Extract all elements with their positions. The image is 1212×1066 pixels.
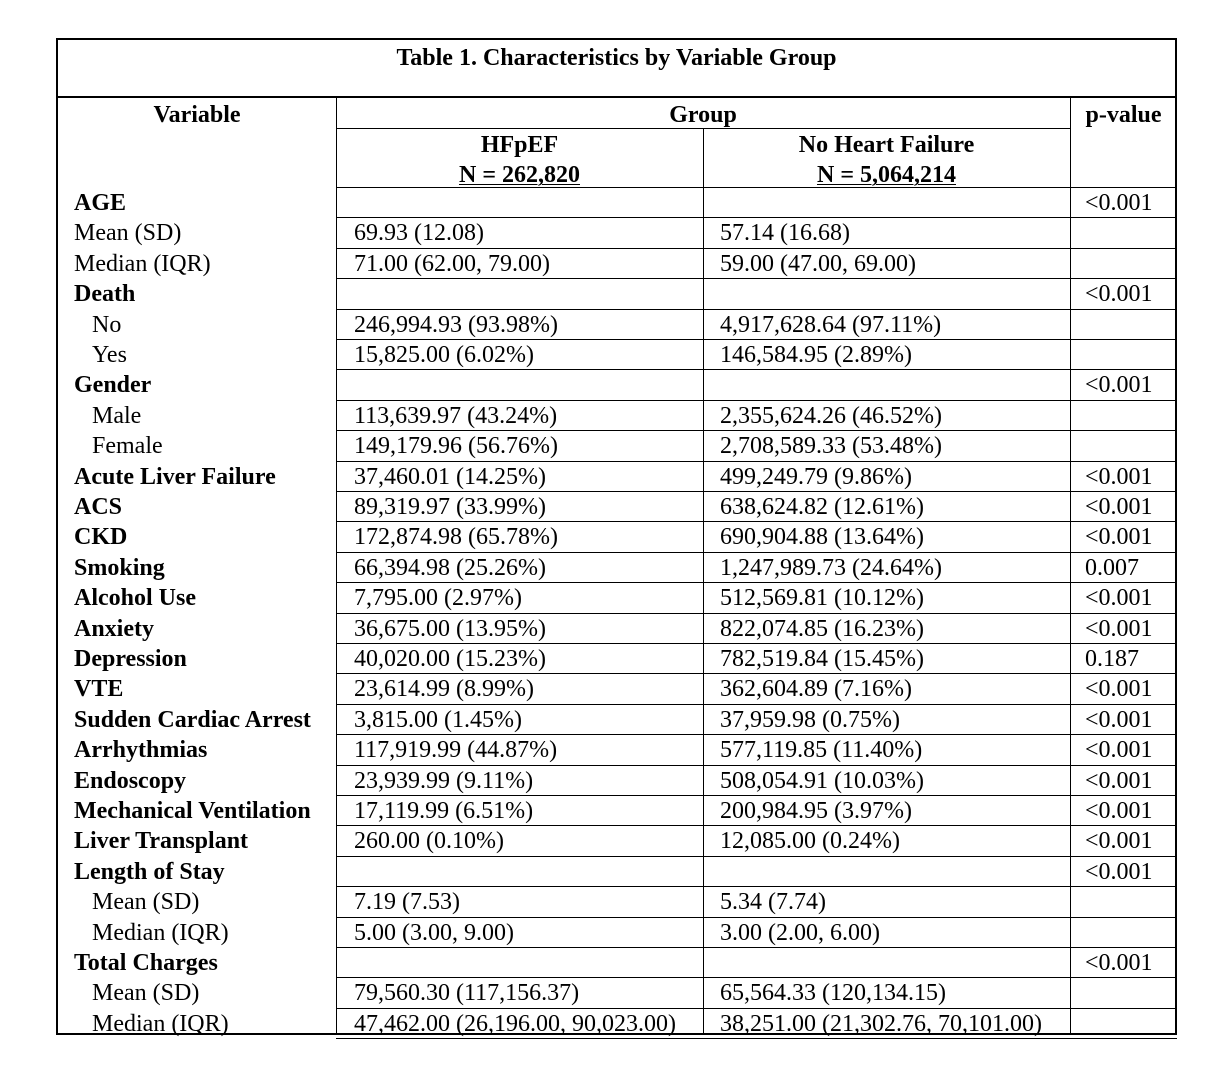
row-label: Length of Stay bbox=[74, 858, 225, 885]
row-label: Acute Liver Failure bbox=[74, 463, 276, 490]
hfpef-value: 113,639.97 (43.24%) bbox=[354, 402, 558, 429]
no-heart-failure-value: 4,917,628.64 (97.11%) bbox=[720, 311, 942, 338]
row-label: Male bbox=[92, 402, 142, 429]
no-heart-failure-value: 508,054.91 (10.03%) bbox=[720, 767, 924, 794]
row-label: CKD bbox=[74, 524, 128, 551]
row-label: Total Charges bbox=[74, 950, 218, 976]
row-label: Arrhythmias bbox=[74, 737, 208, 764]
hfpef-value: 117,919.99 (44.87%) bbox=[354, 737, 558, 764]
hfpef-value: 246,994.93 (93.98%) bbox=[354, 311, 558, 338]
hfpef-value: 89,319.97 (33.99%) bbox=[354, 494, 546, 520]
row-label: Mechanical Ventilation bbox=[74, 798, 311, 824]
hfpef-value: 15,825.00 (6.02%) bbox=[354, 342, 534, 368]
no-heart-failure-value: 5.34 (7.74) bbox=[720, 889, 826, 916]
hfpef-value: 17,119.99 (6.51%) bbox=[354, 798, 534, 824]
p-value: <0.001 bbox=[1085, 372, 1153, 399]
row-label: Median (IQR) bbox=[92, 1010, 229, 1037]
hfpef-value: 36,675.00 (13.95%) bbox=[354, 615, 546, 642]
hfpef-value: 69.93 (12.08) bbox=[354, 220, 484, 247]
row-label: Endoscopy bbox=[74, 767, 187, 794]
no-heart-failure-value: 577,119.85 (11.40%) bbox=[720, 737, 923, 764]
p-value: <0.001 bbox=[1085, 190, 1153, 216]
no-heart-failure-value: 2,708,589.33 (53.48%) bbox=[720, 433, 942, 460]
no-heart-failure-value: 362,604.89 (7.16%) bbox=[720, 676, 912, 703]
p-value: <0.001 bbox=[1085, 585, 1153, 612]
hfpef-value: 5.00 (3.00, 9.00) bbox=[354, 919, 514, 946]
no-heart-failure-value: 1,247,989.73 (24.64%) bbox=[720, 554, 942, 581]
p-value: <0.001 bbox=[1085, 737, 1153, 764]
header-variable: Variable bbox=[153, 102, 241, 128]
header-group: Group bbox=[669, 102, 737, 128]
hfpef-value: 23,614.99 (8.99%) bbox=[354, 676, 534, 703]
no-heart-failure-value: 690,904.88 (13.64%) bbox=[720, 524, 924, 551]
p-value: <0.001 bbox=[1085, 281, 1153, 308]
row-label: Liver Transplant bbox=[74, 828, 249, 855]
no-heart-failure-value: 38,251.00 (21,302.76, 70,101.00) bbox=[720, 1010, 1042, 1037]
p-value: <0.001 bbox=[1085, 676, 1153, 703]
no-heart-failure-value: 37,959.98 (0.75%) bbox=[720, 706, 900, 733]
row-label: Sudden Cardiac Arrest bbox=[74, 706, 311, 733]
p-value: <0.001 bbox=[1085, 494, 1153, 520]
header-hfpef-n: N = 262,820 bbox=[458, 162, 580, 188]
no-heart-failure-value: 512,569.81 (10.12%) bbox=[720, 585, 924, 612]
no-heart-failure-value: 146,584.95 (2.89%) bbox=[720, 342, 912, 368]
row-label: AGE bbox=[74, 190, 127, 216]
row-label: VTE bbox=[74, 676, 124, 703]
column-divider bbox=[703, 128, 704, 1033]
no-heart-failure-value: 3.00 (2.00, 6.00) bbox=[720, 919, 880, 946]
p-value: <0.001 bbox=[1085, 706, 1153, 733]
p-value: 0.187 bbox=[1085, 646, 1139, 672]
header-no-heart-failure-n: N = 5,064,214 bbox=[816, 162, 956, 188]
no-heart-failure-value: 2,355,624.26 (46.52%) bbox=[720, 402, 942, 429]
row-label: Gender bbox=[74, 372, 152, 399]
hfpef-value: 66,394.98 (25.26%) bbox=[354, 554, 546, 581]
hfpef-value: 149,179.96 (56.76%) bbox=[354, 433, 558, 460]
hfpef-value: 3,815.00 (1.45%) bbox=[354, 706, 522, 733]
no-heart-failure-value: 822,074.85 (16.23%) bbox=[720, 615, 924, 642]
p-value: <0.001 bbox=[1085, 950, 1153, 976]
no-heart-failure-value: 12,085.00 (0.24%) bbox=[720, 828, 900, 855]
row-label: Yes bbox=[92, 342, 127, 368]
row-label: Median (IQR) bbox=[74, 250, 211, 277]
p-value: 0.007 bbox=[1085, 554, 1139, 581]
row-label: ACS bbox=[74, 494, 123, 520]
hfpef-value: 260.00 (0.10%) bbox=[354, 828, 504, 855]
hfpef-value: 37,460.01 (14.25%) bbox=[354, 463, 546, 490]
no-heart-failure-value: 200,984.95 (3.97%) bbox=[720, 798, 912, 824]
row-label: Median (IQR) bbox=[92, 919, 229, 946]
row-label: Smoking bbox=[74, 554, 165, 581]
row-label: Mean (SD) bbox=[92, 980, 200, 1007]
no-heart-failure-value: 782,519.84 (15.45%) bbox=[720, 646, 924, 672]
no-heart-failure-value: 57.14 (16.68) bbox=[720, 220, 850, 247]
table-title: Table 1. Characteristics by Variable Group bbox=[396, 45, 837, 71]
no-heart-failure-value: 65,564.33 (120,134.15) bbox=[720, 980, 946, 1007]
table-title-row bbox=[58, 40, 1175, 98]
header-bottom-rule bbox=[336, 187, 1177, 188]
header-pvalue: p-value bbox=[1085, 102, 1162, 128]
row-label: Mean (SD) bbox=[74, 220, 182, 247]
p-value: <0.001 bbox=[1085, 463, 1153, 490]
row-label: Death bbox=[74, 281, 136, 308]
p-value: <0.001 bbox=[1085, 767, 1153, 794]
hfpef-value: 23,939.99 (9.11%) bbox=[354, 767, 534, 794]
column-divider bbox=[1070, 98, 1071, 1033]
row-label: No bbox=[92, 311, 122, 338]
no-heart-failure-value: 638,624.82 (12.61%) bbox=[720, 494, 924, 520]
hfpef-value: 7,795.00 (2.97%) bbox=[354, 585, 522, 612]
hfpef-value: 47,462.00 (26,196.00, 90,023.00) bbox=[354, 1010, 676, 1037]
hfpef-value: 40,020.00 (15.23%) bbox=[354, 646, 546, 672]
column-divider bbox=[336, 98, 337, 1033]
header-hfpef: HFpEF bbox=[480, 132, 559, 158]
hfpef-value: 71.00 (62.00, 79.00) bbox=[354, 250, 550, 277]
no-heart-failure-value: 499,249.79 (9.86%) bbox=[720, 463, 912, 490]
p-value: <0.001 bbox=[1085, 524, 1153, 551]
p-value: <0.001 bbox=[1085, 615, 1153, 642]
header-no-heart-failure: No Heart Failure bbox=[798, 132, 975, 158]
table-document bbox=[56, 38, 1177, 1035]
hfpef-value: 7.19 (7.53) bbox=[354, 889, 460, 916]
p-value: <0.001 bbox=[1085, 828, 1153, 855]
p-value: <0.001 bbox=[1085, 858, 1153, 885]
hfpef-value: 172,874.98 (65.78%) bbox=[354, 524, 558, 551]
no-heart-failure-value: 59.00 (47.00, 69.00) bbox=[720, 250, 916, 277]
p-value: <0.001 bbox=[1085, 798, 1153, 824]
hfpef-value: 79,560.30 (117,156.37) bbox=[354, 980, 580, 1007]
row-label: Mean (SD) bbox=[92, 889, 200, 916]
row-label: Anxiety bbox=[74, 615, 154, 642]
row-label: Female bbox=[92, 433, 163, 460]
row-label: Depression bbox=[74, 646, 187, 672]
row-label: Alcohol Use bbox=[74, 585, 196, 612]
